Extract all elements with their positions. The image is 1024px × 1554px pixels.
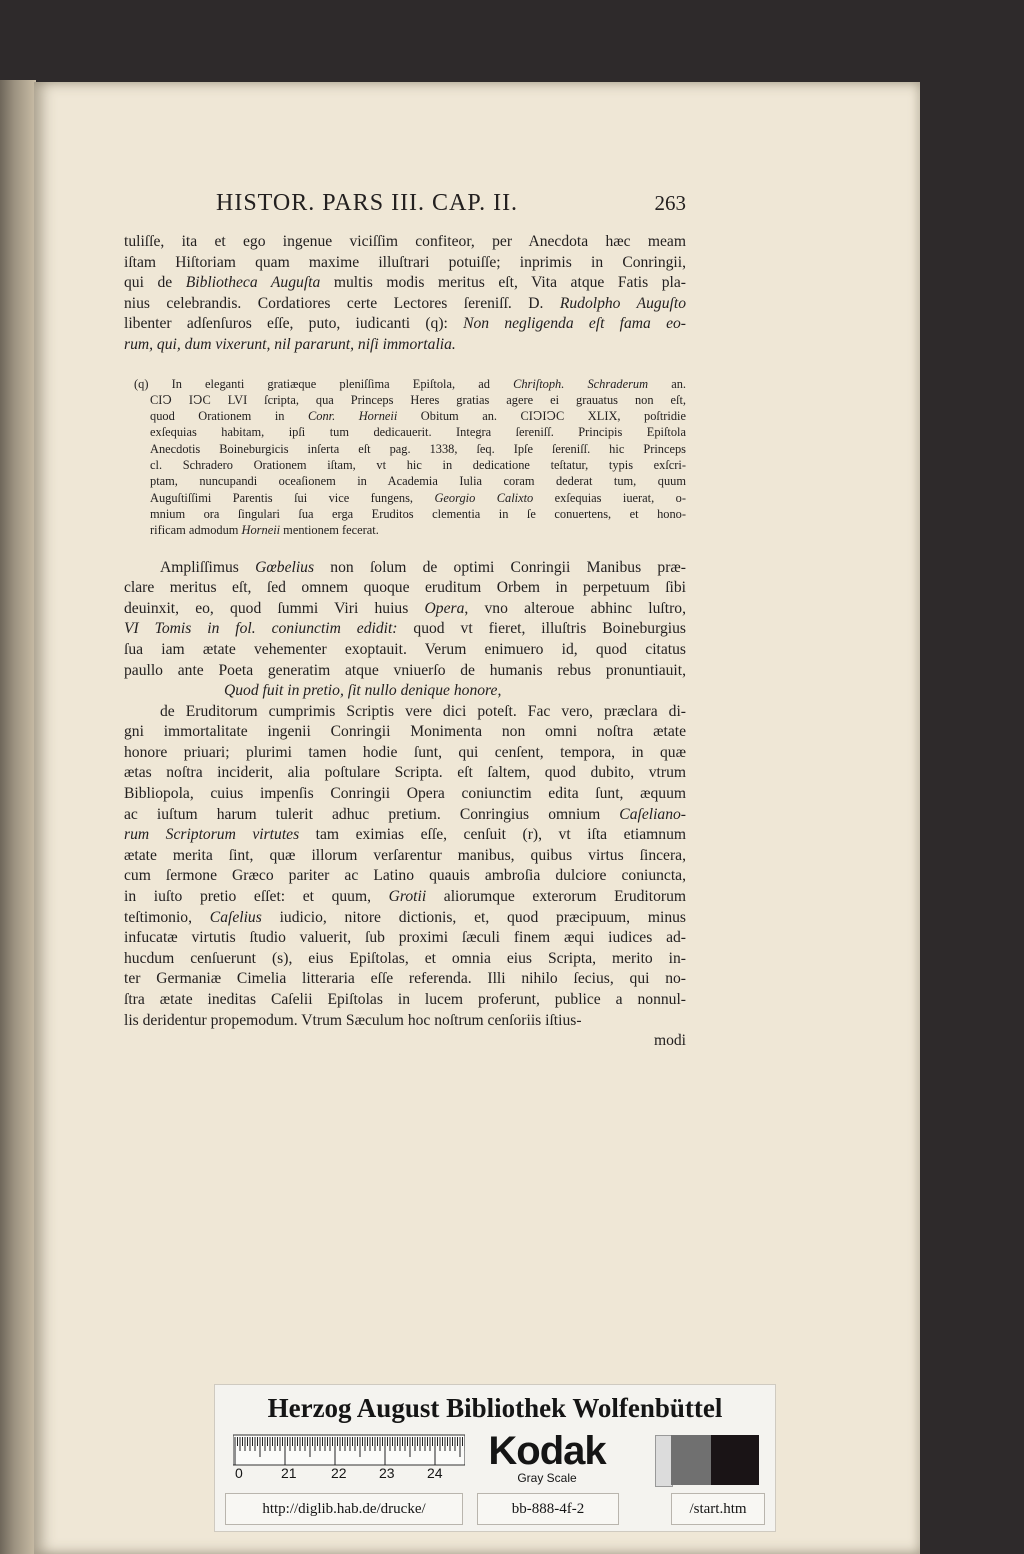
paragraph-1 [124,232,686,356]
text-line: ptam, nuncupandi oceaſionem in Academia Iulia coram dederat tum, quum [150,474,686,489]
text-line: rificam admodum Horneii mentionem fecerat. [150,523,379,538]
paragraph-2-part-b [124,702,686,1032]
ruler-number: 21 [281,1465,297,1481]
text-line: tuliſſe, ita et ego ingenue viciſſim confiteor, per Anecdota hæc meam [124,233,686,250]
library-label [214,1384,776,1532]
adjacent-page-edge [0,80,36,1554]
paragraph-2-part-a [124,558,686,682]
ruler-number: 0 [235,1465,243,1481]
book-page [34,82,920,1554]
shelf-signature: bb-888-4f-2 [477,1493,619,1525]
text-line: teſtimonio, Caſelius iudicio, nitore dictionis, et, quod præcipuum, minus [124,908,686,926]
gray-patch-mid [671,1435,711,1485]
running-header [124,190,686,226]
page-number: 263 [654,191,686,215]
source-url: http://diglib.hab.de/drucke/ [225,1493,463,1525]
text-line: ætate merita ſint, quæ illorum verſarentur manibus, quibus virtus ſincera, [124,846,686,864]
text-line: infucatæ virtutis ſtudio valuerit, ſub proximi ſæculi finem æqui iudices ad- [124,929,686,947]
text-line: VI Tomis in fol. coniunctim edidit: quod vt fieret, illuſtris Boineburgius [124,620,686,638]
text-line: ac iuſtum harum tulerit adhuc pretium. Conringius omnium Caſeliano- [124,805,686,823]
kodak-logo: Kodak [488,1429,606,1473]
text-line: ætas noſtra inciderit, alia poſtulare Scripta. eſt ſaltem, quod dubito, vtrum [124,764,686,782]
footnote-q [124,376,686,539]
text-line: clare meritus eſt, ſed omnem quoque eruditum Orbem in perpetuum ſibi [124,579,686,597]
text-line: lis deridentur propemodum. Vtrum Sæculum hoc noſtrum cenſoriis iſtius- [124,1011,582,1029]
text-line: quod Orationem in Conr. Horneii Obitum an. CIↃIↃC XLIX, poſtridie [150,409,686,424]
ruler-numbers [235,1465,475,1485]
catchword: modi [653,1032,686,1050]
verse-quote: Quod fuit in pretio, ſit nullo denique honore, [224,682,502,700]
text-line: cl. Schradero Orationem iſtam, vt hic in dedicatione teſtatur, typis exſcri- [150,458,686,473]
text-line: iſtam Hiſtoriam quam maxime illuſtrari potuiſſe; inprimis in Conringii, [124,253,686,271]
ruler-number: 22 [331,1465,347,1481]
text-line: qui de Bibliotheca Auguſta multis modis meritus eſt, Vita atque Fatis pla- [124,274,686,292]
text-line: exſequias habitam, ipſi tum dedicauerit. Integra ſereniſſ. Principis Epiſtola [150,425,686,440]
paragraph-2 [124,558,686,1052]
start-page-link: /start.htm [671,1493,765,1525]
text-line: hucdum cenſuerunt (s), eius Epiſtolas, et omnia eius Scripta, merito in- [124,949,686,967]
text-line: paullo ante Poeta generatim atque vniuerſo de humanis rebus pronuntiauit, [124,661,686,679]
text-line: ſua iam ætate vehementer exoptauit. Verum enimuero id, quod citatus [124,640,686,658]
text-line: in iuſto pretio eſſet: et quum, Grotii aliorumque exterorum Eruditorum [124,888,687,906]
text-line: ſtra ætate ineditas Caſelii Epiſtolas in lucem proferunt, publice a nonnul- [124,991,686,1008]
text-line: Bibliopola, cuius impenſis Conringii Opera coniunctim edita ſunt, æquum [124,785,686,803]
ruler-number: 24 [427,1465,443,1481]
text-line: deuinxit, eo, quod ſummi Viri huius Opera, vno alteroue abhinc luſtro, [124,599,686,617]
text-line: mnium ora ſingulari ſua erga Eruditos clementia in ſe conuertens, et hono- [150,506,686,521]
text-line: rum, qui, dum vixerunt, nil pararunt, niſi immortalia. [124,335,456,353]
text-block [124,190,686,1052]
text-line: honore priuari; plurimi tamen hodie ſunt, qui cenſent, tempora, in quæ [124,743,686,761]
text-line: rum Scriptorum virtutes tam eximias eſſe, cenſuit (r), vt iſta etiamnum [124,826,686,844]
text-line: Auguſtiſſimi Parentis ſui vice fungens, Georgio Calixto exſequias iuerat, o- [150,490,686,505]
text-line: Ampliſſimus Gœbelius non ſolum de optimi Conringii Manibus præ- [160,558,686,576]
gray-patch-dark [711,1435,759,1485]
text-line: Anecdotis Boineburgicis inſerta eſt pag. 1338, ſeq. Ipſe ſereniſſ. hic Princeps [150,441,686,456]
running-title: HISTOR. PARS III. CAP. II. [216,190,519,216]
library-name: Herzog August Bibliothek Wolfenbüttel [267,1393,723,1423]
gray-scale-caption: Gray Scale [517,1471,577,1485]
text-line: ter Germaniæ Cimelia litteraria eſſe referenda. Illi nihilo ſecius, qui no- [124,970,686,988]
text-line: (q) In eleganti gratiæque pleniſſima Epiſtola, ad Chriſtoph. Schraderum an. [134,376,686,391]
text-line: CIↃ IↃC LVI ſcripta, qua Princeps Heres gratias agere ei grauatus non eſt, [150,392,686,407]
ruler-scale [233,1433,465,1469]
text-line: de Eruditorum cumprimis Scriptis vere dici poteſt. Fac vero, præclara di- [160,702,686,720]
text-line: gni immortalitate ingenii Conringii Monimenta non omni noſtra ætate [124,723,686,741]
text-line: cum ſermone Græco pariter ac Latino quauis ambroſia dulciore coniuncta, [124,867,686,885]
text-line: nius celebrandis. Cordatiores certe Lectores ſereniſſ. D. Rudolpho Auguſto [124,294,686,312]
text-line: libenter adſenſuros eſſe, puto, iudicanti (q): Non negligenda eſt fama eo- [124,315,686,333]
ruler-number: 23 [379,1465,395,1481]
